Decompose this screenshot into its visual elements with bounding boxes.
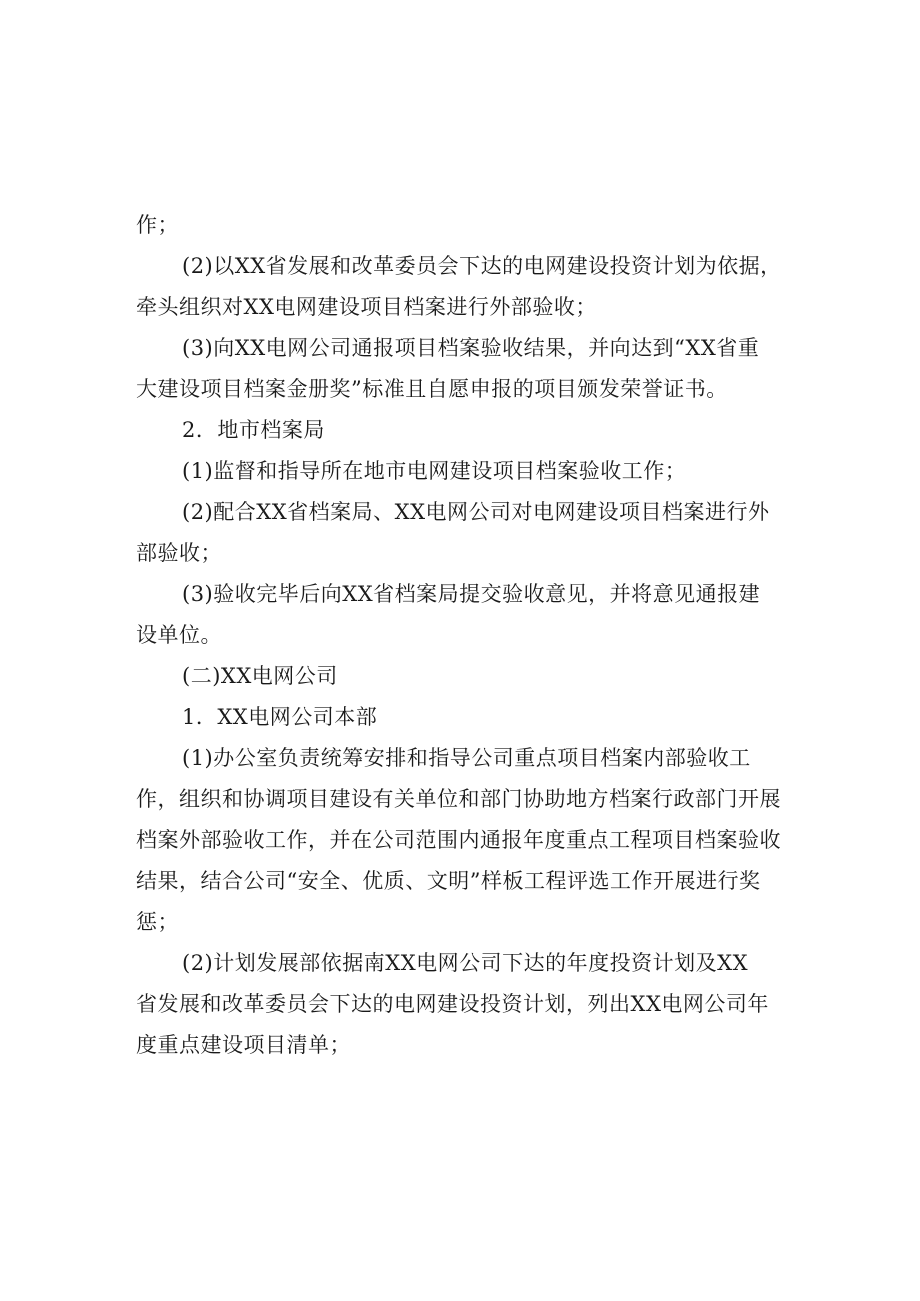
text-line: (2)配合XX省档案局、XX电网公司对电网建设项目档案进行外	[182, 500, 770, 524]
text-line: (3)向XX电网公司通报项目档案验收结果，并向达到“XX省重	[182, 336, 760, 360]
section-heading: 2．地市档案局	[182, 418, 325, 442]
text-line: 惩；	[136, 910, 179, 934]
text-line: 作；	[136, 213, 179, 237]
text-line: 结果，结合公司“安全、优质、文明”样板工程评选工作开展进行奖	[136, 869, 761, 893]
text-line: (2)计划发展部依据南XX电网公司下达的年度投资计划及XX	[182, 951, 749, 975]
text-line: 设单位。	[136, 623, 222, 647]
text-line: 度重点建设项目清单；	[136, 1033, 351, 1057]
section-heading: (二)XX电网公司	[182, 664, 338, 688]
section-heading: 1．XX电网公司本部	[182, 705, 378, 729]
text-line: (2)以XX省发展和改革委员会下达的电网建设投资计划为依据，	[182, 254, 782, 278]
text-line: 档案外部验收工作，并在公司范围内通报年度重点工程项目档案验收	[136, 828, 781, 852]
text-line: 省发展和改革委员会下达的电网建设投资计划，列出XX电网公司年	[136, 992, 769, 1016]
text-line: (1)办公室负责统筹安排和指导公司重点项目档案内部验收工	[182, 746, 751, 770]
text-line: (3)验收完毕后向XX省档案局提交验收意见，并将意见通报建	[182, 582, 761, 606]
text-line: 部验收；	[136, 541, 222, 565]
text-line: 牵头组织对XX电网建设项目档案进行外部验收；	[136, 295, 597, 319]
text-line: 大建设项目档案金册奖”标准且自愿申报的项目颁发荣誉证书。	[136, 377, 728, 401]
text-line: (1)监督和指导所在地市电网建设项目档案验收工作；	[182, 459, 687, 483]
text-line: 作，组织和协调项目建设有关单位和部门协助地方档案行政部门开展	[136, 787, 781, 811]
